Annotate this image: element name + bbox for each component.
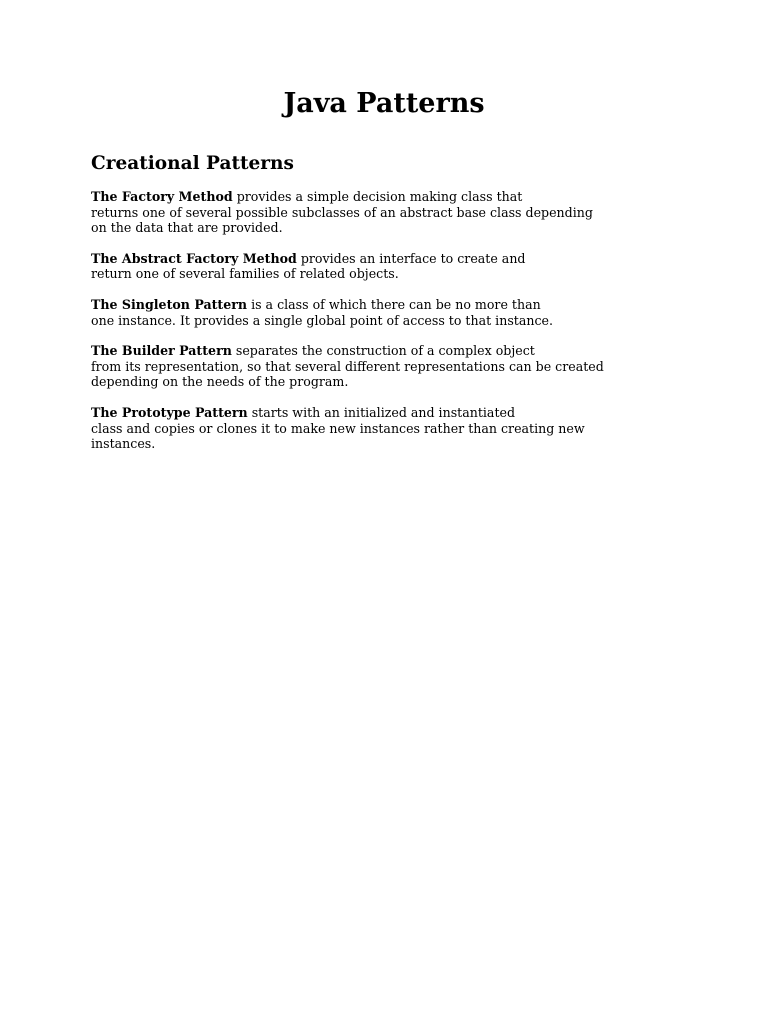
pattern-entry-singleton — [91, 297, 561, 328]
pattern-description-line: returns one of several possible subclasses of an abstract base class depending — [91, 204, 593, 220]
pattern-description: provides a simple decision making class that — [232, 189, 523, 204]
section-heading: Creational Patterns — [91, 153, 294, 174]
pattern-description-line: depending on the needs of the program. — [91, 374, 349, 390]
entry-first-line — [91, 297, 561, 313]
pattern-term: The Abstract Factory Method — [91, 250, 297, 266]
document-title: Java Patterns — [283, 88, 485, 119]
pattern-description: is a class of which there can be no more than — [247, 296, 541, 312]
pattern-list — [91, 189, 604, 467]
pattern-description-line: on the data that are provided. — [91, 220, 283, 236]
entry-first-line — [91, 189, 561, 205]
pattern-description-line: instances. — [91, 436, 156, 452]
pattern-description-line: from its representation, so that several different representations can be created — [91, 358, 604, 374]
pattern-entry-prototype — [91, 404, 585, 452]
pattern-term: The Prototype Pattern — [91, 404, 248, 420]
pattern-description: provides an interface to create and — [296, 250, 526, 266]
pattern-entry-factory-method — [91, 189, 593, 236]
entry-first-line — [91, 343, 561, 359]
pattern-entry-builder — [91, 343, 604, 390]
entry-first-line — [91, 405, 561, 421]
pattern-description: separates the construction of a complex object — [231, 343, 535, 359]
pattern-term: The Singleton Pattern — [91, 296, 248, 312]
pattern-description-line: return one of several families of related objects. — [91, 266, 399, 282]
pattern-description-line: class and copies or clones it to make new instances rather than creating new — [91, 420, 585, 436]
pattern-term: The Factory Method — [91, 189, 233, 204]
pattern-term: The Builder Pattern — [91, 343, 232, 359]
pattern-entry-abstract-factory — [91, 251, 561, 282]
pattern-description: starts with an initialized and instantiated — [247, 404, 516, 420]
entry-first-line — [91, 251, 561, 267]
pattern-description-line: one instance. It provides a single global point of access to that instance. — [91, 312, 553, 328]
